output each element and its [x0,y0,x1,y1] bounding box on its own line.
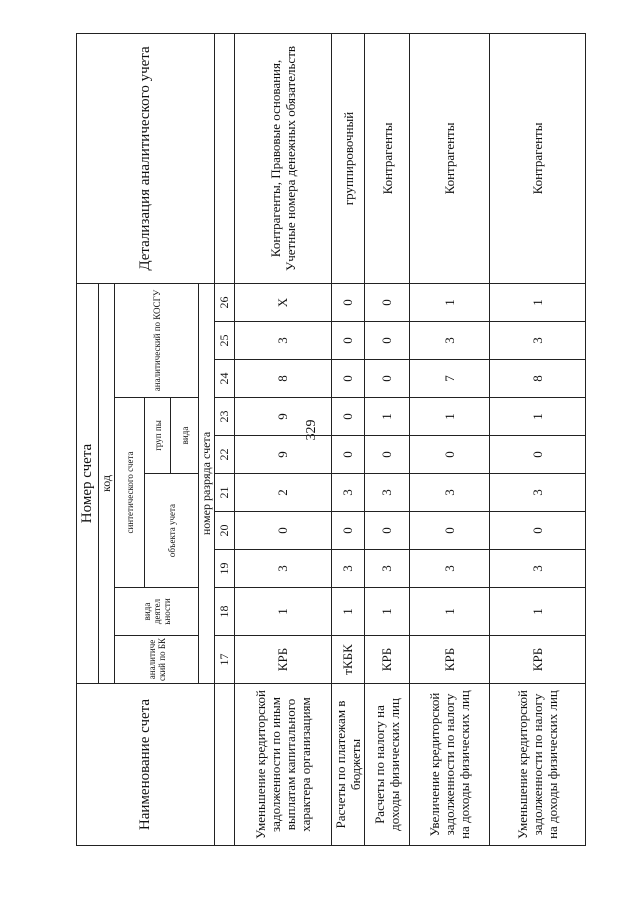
column-number: 18 [215,588,235,636]
column-number: 17 [215,636,235,684]
row-detail: Контрагенты [365,33,410,283]
row-value: 1 [332,588,365,636]
row-detail: Контрагенты, Правовые основания, Учетные номера денежных обязательств [235,33,332,283]
row-name: Уменьшение кредиторской задолженности по налогу на доходы физических лиц [490,684,586,846]
column-number: 21 [215,474,235,512]
row-value: 0 [332,512,365,550]
row-value: 0 [332,436,365,474]
row-name: Увеличение кредиторской задолженности по налогу на доходы физических лиц [410,684,490,846]
row-value: 3 [332,474,365,512]
row-value: 0 [410,436,490,474]
column-number-detail-spacer [215,33,235,283]
row-value: 0 [490,436,586,474]
row-value: 0 [332,398,365,436]
accounts-table [76,33,586,846]
column-number: 19 [215,550,235,588]
table-row [365,33,410,845]
header-digit-number: номер разряда счета [199,283,215,683]
row-value: 3 [490,550,586,588]
row-value: 0 [365,512,410,550]
row-detail: Контрагенты [490,33,586,283]
row-value: 1 [490,283,586,321]
column-number-name-spacer [215,684,235,846]
row-value: 1 [235,588,332,636]
column-number: 25 [215,322,235,360]
row-value: 3 [235,550,332,588]
row-value: 0 [332,283,365,321]
row-value: 0 [235,512,332,550]
row-value: 3 [332,550,365,588]
table-row [490,33,586,845]
row-value: 1 [410,588,490,636]
row-value: 0 [365,322,410,360]
rotated-table-wrapper [76,36,583,846]
column-number-row [215,33,235,845]
header-object: объекта учета [145,474,199,588]
row-value: 1 [410,398,490,436]
row-value: 0 [365,283,410,321]
row-value: 3 [490,322,586,360]
table-row [410,33,490,845]
row-value: 9 [235,436,332,474]
row-value: 1 [490,398,586,436]
header-group: груп пы [145,398,171,474]
header-analytical-bk: аналитиче ский по БК [115,636,199,684]
row-value: X [235,283,332,321]
header-code: код [99,283,115,683]
row-name: Расчеты по платежам в бюджеты [332,684,365,846]
column-number: 20 [215,512,235,550]
row-name: Расчеты по налогу на доходы физических лиц [365,684,410,846]
header-kosgu: аналитический по КОСГУ [115,283,199,397]
header-kind: вида [171,398,199,474]
row-value: 3 [365,474,410,512]
header-account-number: Номер счета [77,283,99,683]
row-value: КРБ [365,636,410,684]
header-detail: Детализация аналитического учета [77,33,215,283]
row-value: 3 [410,474,490,512]
row-value: КРБ [490,636,586,684]
page-number: 329 [304,419,319,441]
row-value: 1 [365,588,410,636]
row-value: 7 [410,360,490,398]
header-synthetic: синтетического счета [115,398,145,588]
row-detail: группировочный [332,33,365,283]
row-value: тКБК [332,636,365,684]
row-value: 3 [235,322,332,360]
column-number: 23 [215,398,235,436]
column-number: 22 [215,436,235,474]
row-value: 1 [365,398,410,436]
row-value: 0 [490,512,586,550]
row-value: 0 [332,360,365,398]
row-value: 3 [490,474,586,512]
row-value: 1 [490,588,586,636]
row-name: Уменьшение кредиторской задолженности по иным выплатам капитального характера организациям [235,684,332,846]
table-row [332,33,365,845]
row-value: 1 [410,283,490,321]
row-value: 0 [365,436,410,474]
row-value: КРБ [410,636,490,684]
row-value: 9 [235,398,332,436]
row-value: 3 [410,550,490,588]
row-value: 0 [410,512,490,550]
row-value: 3 [410,322,490,360]
row-value: КРБ [235,636,332,684]
row-detail: Контрагенты [410,33,490,283]
header-account-name: Наименование счета [77,684,215,846]
row-value: 0 [332,322,365,360]
table-row [235,33,332,845]
column-number: 26 [215,283,235,321]
row-value: 8 [235,360,332,398]
column-number: 24 [215,360,235,398]
row-value: 3 [365,550,410,588]
row-value: 0 [365,360,410,398]
row-value: 2 [235,474,332,512]
row-value: 8 [490,360,586,398]
header-activity-type: вида деятел ьности [115,588,199,636]
table-frame [76,36,583,846]
